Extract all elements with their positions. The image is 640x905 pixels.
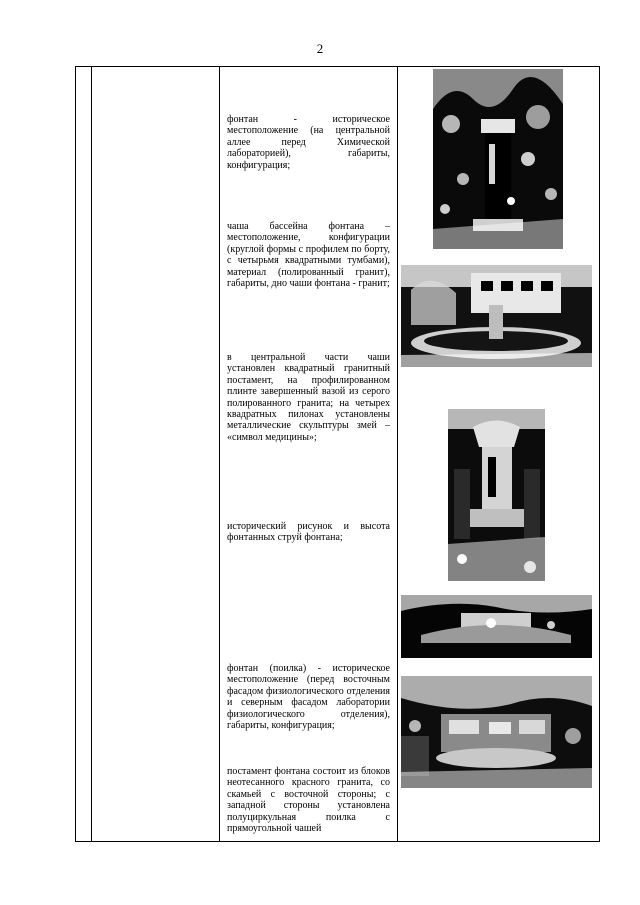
entry-pedestal: в центральной части чаши установлен квадратный гранитный постамент, на профилированном плинте завершенный вазой из серого полированного гранита; на четырех квадратных пилонах установлены металлические скульптуры змей – «символ медицины»; <box>227 352 390 443</box>
entry-trough-pedestal: постамент фонтана состоит из блоков неотесанного красного гранита, со скамьей с восточной стороны; с западной стороны установлена полуциркульная поилка с прямоугольной чашей <box>227 766 390 835</box>
entry-basin: чаша бассейна фонтана – местоположение, конфигурации (круглой формы с профилем по борту, с четырьмя квадратными тумбами), материал (полированный гранит), габариты, дно чаши фонтана - гранит; <box>227 221 390 290</box>
table-border-left-outer <box>75 66 76 842</box>
entry-fountain-location: фонтан - историческое местоположение (на центральной аллее перед Химической лабораторией), габариты, конфигурация; <box>227 114 390 171</box>
table-border-right <box>599 66 600 842</box>
table-border-top <box>75 66 599 67</box>
photo-fountain-basin <box>401 265 592 367</box>
photo-fountain-drinking-trough <box>401 676 592 788</box>
document-table <box>75 66 599 842</box>
table-border-bottom <box>75 841 599 842</box>
entry-trough-location: фонтан (поилка) - историческое местоположение (перед восточным фасадом физиологического отделения и северным фасадом лаборатории физиологического отделения), габариты, конфигурация; <box>227 663 390 732</box>
table-border-photo <box>397 66 398 842</box>
page-number: 2 <box>316 41 324 56</box>
photo-fountain-jets <box>401 595 592 658</box>
photo-fountain-central-alley <box>433 69 563 249</box>
photo-fountain-pedestal-vase <box>448 409 545 581</box>
table-border-left-inner <box>91 66 92 842</box>
entry-jets: исторический рисунок и высота фонтанных струй фонтана; <box>227 521 390 544</box>
table-border-middle <box>219 66 220 842</box>
